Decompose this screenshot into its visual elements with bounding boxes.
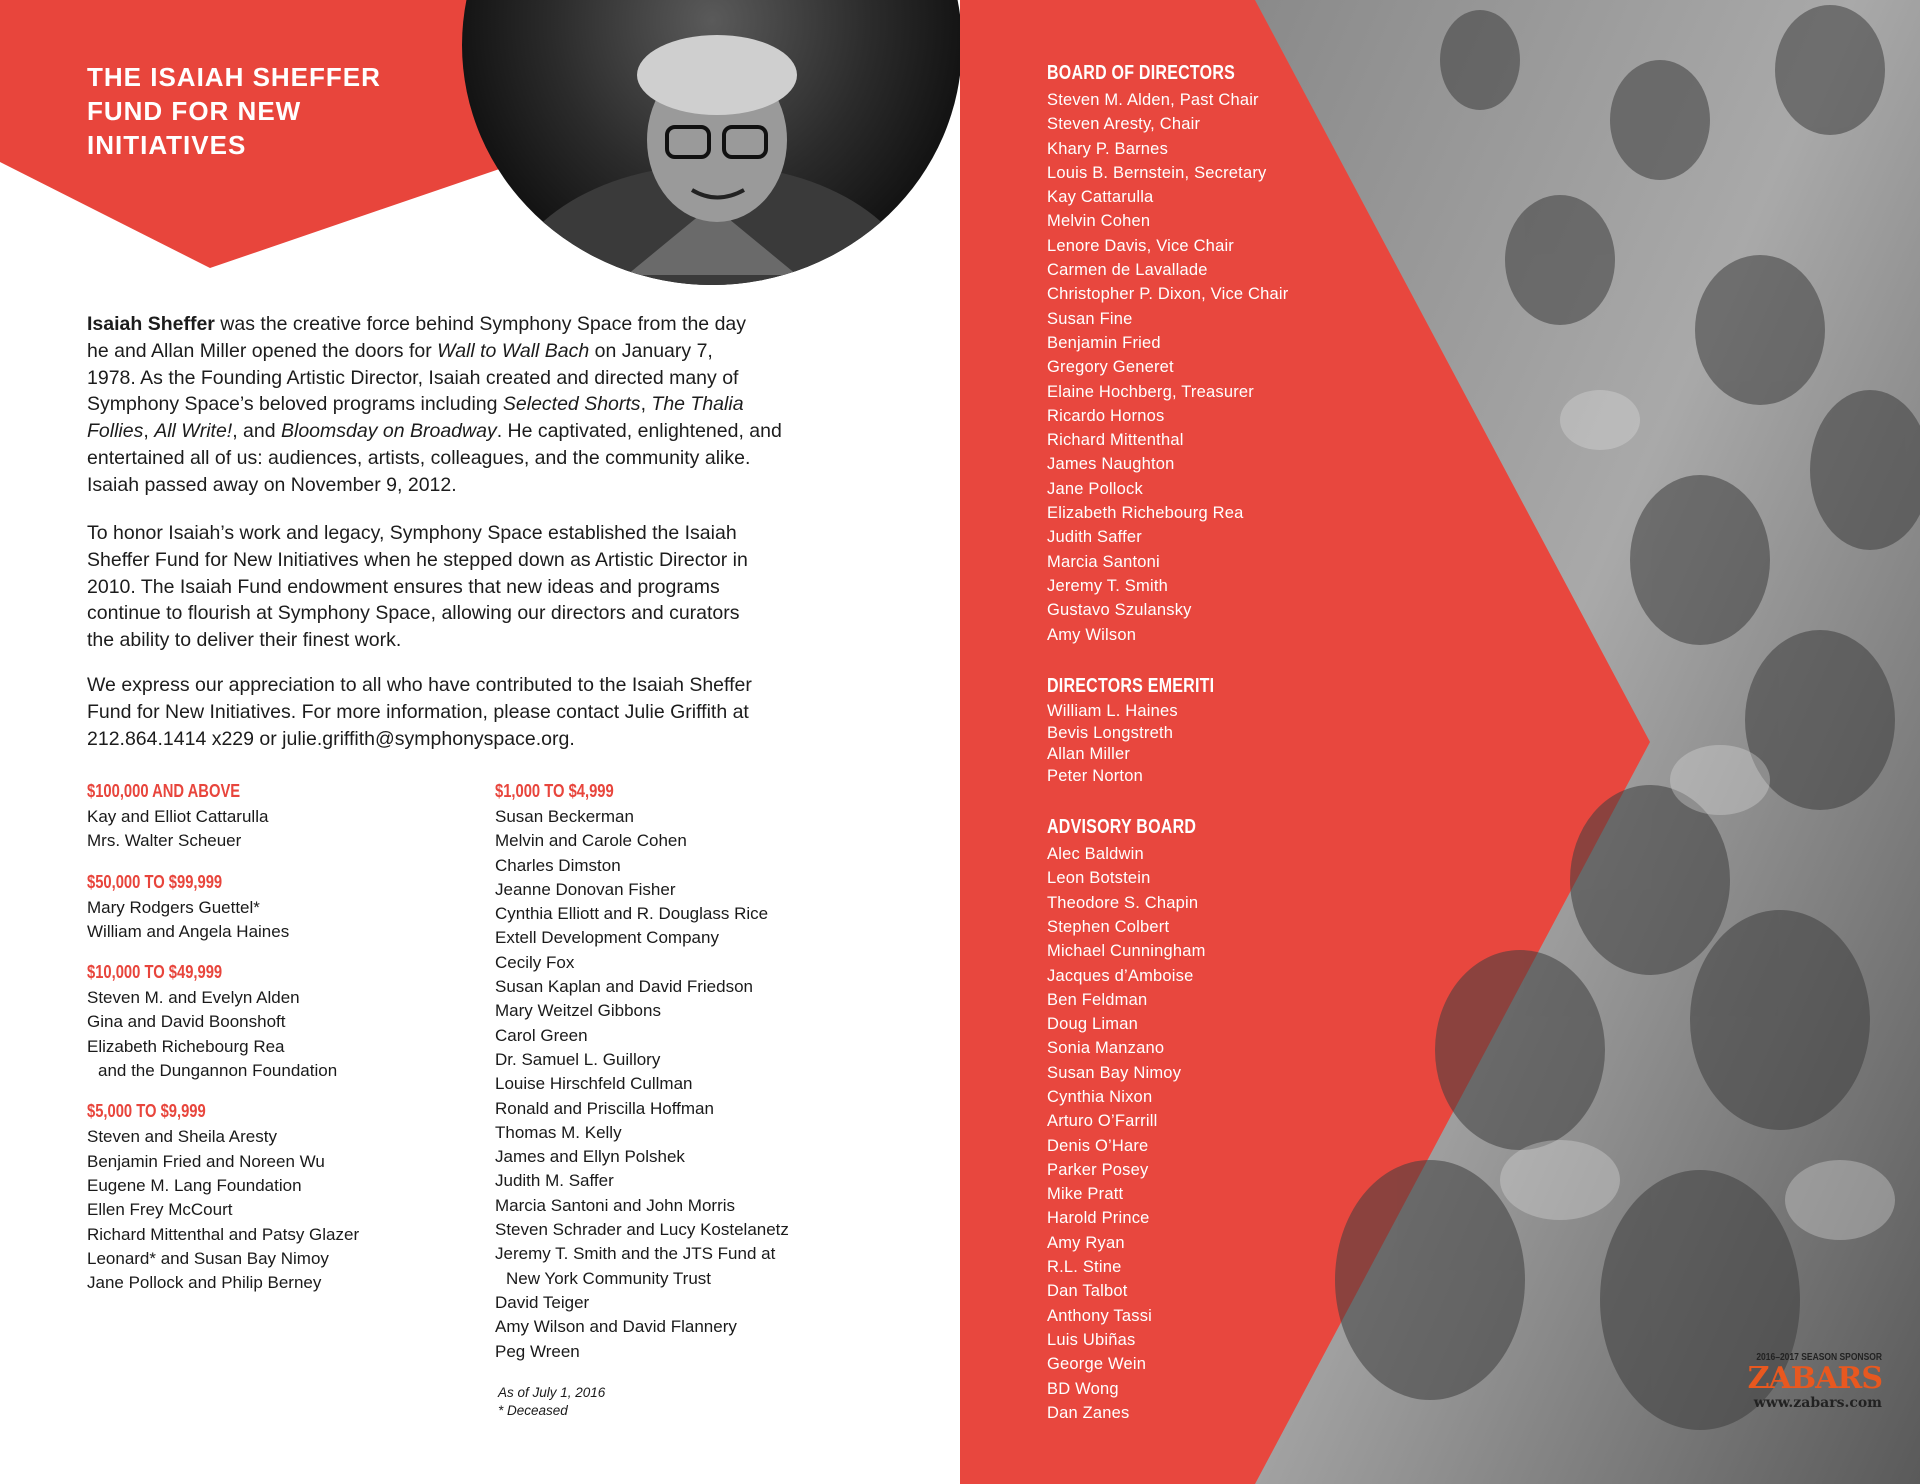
donor-name: Amy Wilson and David Flannery (495, 1317, 737, 1337)
donor-level-heading: $100,000 AND ABOVE (87, 781, 241, 801)
board-member-name: Peter Norton (1047, 767, 1143, 786)
board-member-name: Parker Posey (1047, 1160, 1149, 1179)
board-member-name: Doug Liman (1047, 1015, 1138, 1034)
title-line: FUND FOR NEW (87, 96, 302, 126)
board-member-name: William L. Haines (1047, 701, 1178, 720)
text-run: All Write! (154, 420, 233, 443)
board-member-name: Leon Botstein (1047, 869, 1151, 888)
board-section-heading: DIRECTORS EMERITI (1047, 674, 1215, 697)
board-member-name: Elizabeth Richebourg Rea (1047, 504, 1244, 523)
board-member-name: Alec Baldwin (1047, 845, 1144, 864)
text-run: Sheffer Fund for New Initiatives when he stepped down as Artistic Director in (87, 548, 748, 571)
donor-name: Eugene M. Lang Foundation (87, 1175, 302, 1195)
text-run: entertained all of us: audiences, artists, colleagues, and the community alike. (87, 446, 751, 469)
sponsor-url[interactable]: www.zabars.com (1753, 1395, 1882, 1411)
donor-name: Mrs. Walter Scheuer (87, 831, 242, 851)
board-member-name: Susan Bay Nimoy (1047, 1063, 1182, 1082)
donor-name: James and Ellyn Polshek (495, 1147, 685, 1167)
board-member-name: Richard Mittenthal (1047, 431, 1184, 450)
as-of-date: As of July 1, 2016 (498, 1385, 606, 1400)
board-member-name: Elaine Hochberg, Treasurer (1047, 382, 1254, 401)
text-run: , (143, 420, 155, 443)
title-line: INITIATIVES (87, 130, 247, 160)
text-run: was the creative force behind Symphony Space from the day (214, 313, 747, 335)
donor-level (87, 958, 477, 1083)
board-member-name: Denis O’Hare (1047, 1136, 1149, 1155)
board-member-name: Marcia Santoni (1047, 552, 1160, 571)
portrait-photo (462, 0, 960, 285)
board-member-name: Steven M. Alden, Past Chair (1047, 91, 1259, 109)
board-member-name: Allan Miller (1047, 745, 1131, 764)
donor-name: New York Community Trust (506, 1268, 712, 1288)
donor-name: Jeremy T. Smith and the JTS Fund at (495, 1244, 776, 1264)
donor-column-2 (495, 777, 885, 1378)
board-member-name: Judith Saffer (1047, 528, 1142, 547)
donor-name: Leonard* and Susan Bay Nimoy (87, 1248, 329, 1268)
donor-level (87, 868, 477, 945)
board-section-heading: ADVISORY BOARD (1047, 816, 1197, 839)
donor-name: Jeanne Donovan Fisher (495, 879, 676, 899)
board-member-name: Arturo O’Farrill (1047, 1112, 1158, 1131)
board-member-name: Sonia Manzano (1047, 1039, 1165, 1058)
sponsor-label: 2016–2017 SEASON SPONSOR (1756, 1352, 1882, 1363)
board-section (1047, 671, 1289, 788)
donor-name: Cecily Fox (495, 952, 575, 972)
donor-name: Ellen Frey McCourt (87, 1200, 233, 1220)
board-member-name: Amy Ryan (1047, 1233, 1125, 1252)
text-run: The Thalia (651, 393, 744, 416)
board-member-name: Anthony Tassi (1047, 1306, 1153, 1325)
footnote (498, 1384, 605, 1420)
donor-name: Thomas M. Kelly (495, 1122, 622, 1142)
donor-name: Judith M. Saffer (495, 1171, 614, 1191)
board-member-name: Louis B. Bernstein, Secretary (1047, 163, 1267, 182)
board-section-heading: BOARD OF DIRECTORS (1047, 62, 1236, 84)
text-run: Bloomsday on Broadway (281, 420, 497, 443)
board-member-name: Carmen de Lavallade (1047, 261, 1208, 280)
season-sponsor (1722, 1352, 1882, 1411)
board-member-name: BD Wong (1047, 1379, 1119, 1398)
text-run: on January 7, (589, 339, 713, 362)
text-run: Follies (87, 420, 144, 443)
board-member-name: Christopher P. Dixon, Vice Chair (1047, 285, 1289, 304)
board-member-name: Jeremy T. Smith (1047, 576, 1168, 595)
donor-name: Steven M. and Evelyn Alden (87, 988, 300, 1008)
board-member-name: Jacques d’Amboise (1047, 966, 1194, 985)
donor-name: Steven and Sheila Aresty (87, 1127, 277, 1147)
board-member-name: Dan Zanes (1047, 1403, 1130, 1422)
paragraph-biography (87, 311, 877, 499)
board-section (1047, 812, 1289, 1425)
text-run: Isaiah passed away on November 9, 2012. (87, 473, 457, 496)
donor-level (495, 777, 885, 1364)
board-member-name: Michael Cunningham (1047, 942, 1206, 961)
donor-level-heading: $10,000 TO $49,999 (87, 962, 223, 983)
donor-name: Carol Green (495, 1025, 588, 1045)
donor-level (87, 777, 477, 854)
text-run: Isaiah Sheffer (87, 313, 215, 335)
donor-name: Richard Mittenthal and Patsy Glazer (87, 1224, 360, 1244)
board-member-name: Amy Wilson (1047, 625, 1137, 644)
donor-name: Dr. Samuel L. Guillory (495, 1049, 661, 1069)
deceased-note: * Deceased (498, 1403, 568, 1418)
text-run: , (640, 393, 652, 416)
donor-name: William and Angela Haines (87, 921, 290, 941)
board-member-name: Jane Pollock (1047, 479, 1143, 498)
right-page (960, 0, 1920, 1484)
text-run: Wall to Wall Bach (437, 339, 590, 362)
board-member-name: Ricardo Hornos (1047, 406, 1165, 425)
page-title (87, 60, 381, 162)
donor-name: Steven Schrader and Lucy Kostelanetz (495, 1220, 789, 1240)
donor-name: Ronald and Priscilla Hoffman (495, 1098, 714, 1118)
board-member-name: Kay Cattarulla (1047, 188, 1154, 207)
text-run: 1978. As the Founding Artistic Director, Isaiah created and directed many of (87, 366, 739, 389)
donor-name: Benjamin Fried and Noreen Wu (87, 1151, 325, 1171)
text-run: We express our appreciation to all who have contributed to the Isaiah Sheffer (87, 674, 752, 696)
board-member-name: R.L. Stine (1047, 1258, 1122, 1277)
donor-name: Jane Pollock and Philip Berney (87, 1273, 322, 1293)
board-listing (1047, 58, 1289, 1449)
text-run: the ability to deliver their finest work. (87, 629, 402, 652)
board-member-name: Stephen Colbert (1047, 917, 1170, 936)
donor-name: Mary Weitzel Gibbons (495, 1001, 661, 1021)
board-member-name: Gustavo Szulansky (1047, 601, 1192, 620)
board-member-name: Dan Talbot (1047, 1282, 1128, 1301)
board-member-name: Mike Pratt (1047, 1185, 1124, 1204)
donor-column-1 (87, 777, 477, 1309)
board-member-name: Harold Prince (1047, 1209, 1150, 1228)
donor-name: Melvin and Carole Cohen (495, 831, 687, 851)
donor-name: Elizabeth Richebourg Rea (87, 1036, 285, 1056)
board-member-name: Melvin Cohen (1047, 212, 1151, 231)
text-run: , and (232, 420, 281, 443)
donor-name: Gina and David Boonshoft (87, 1012, 286, 1032)
board-member-name: Susan Fine (1047, 309, 1133, 328)
text-run: continue to flourish at Symphony Space, allowing our directors and curators (87, 602, 740, 625)
text-run: Symphony Space’s beloved programs including (87, 393, 503, 416)
donor-name: Kay and Elliot Cattarulla (87, 807, 269, 826)
donor-name: Marcia Santoni and John Morris (495, 1195, 736, 1215)
donor-name: Mary Rodgers Guettel* (87, 897, 260, 917)
title-line: THE ISAIAH SHEFFER (87, 62, 381, 92)
donor-level-heading: $50,000 TO $99,999 (87, 871, 223, 892)
donor-name: Extell Development Company (495, 928, 719, 948)
board-member-name: Ben Feldman (1047, 990, 1148, 1009)
board-member-name: Benjamin Fried (1047, 333, 1161, 352)
donor-level-heading: $1,000 TO $4,999 (495, 781, 614, 801)
donor-name: Peg Wreen (495, 1341, 580, 1361)
donor-name: Louise Hirschfeld Cullman (495, 1074, 693, 1094)
board-member-name: Steven Aresty, Chair (1047, 115, 1201, 134)
text-run: . He captivated, enlightened, and (496, 420, 782, 443)
text-run: Fund for New Initiatives. For more information, please contact Julie Griffith at (87, 700, 749, 723)
donor-name: Charles Dimston (495, 855, 621, 875)
paragraph-contact (87, 672, 877, 752)
text-run: To honor Isaiah’s work and legacy, Symphony Space established the Isaiah (87, 522, 737, 544)
donor-name: Susan Beckerman (495, 807, 634, 826)
donor-level (87, 1097, 477, 1295)
text-run: 212.864.1414 x229 or julie.griffith@symphonyspace.org. (87, 727, 575, 750)
paragraph-fund-history (87, 520, 877, 654)
text-run: Selected Shorts (502, 393, 641, 416)
board-member-name: Lenore Davis, Vice Chair (1047, 236, 1235, 255)
text-run: 2010. The Isaiah Fund endowment ensures that new ideas and programs (87, 575, 720, 598)
board-section (1047, 58, 1289, 647)
donor-name: David Teiger (495, 1292, 590, 1312)
board-member-name: Cynthia Nixon (1047, 1087, 1153, 1106)
donor-name: Susan Kaplan and David Friedson (495, 977, 753, 997)
text-run: he and Allan Miller opened the doors for (87, 339, 438, 362)
board-member-name: James Naughton (1047, 455, 1175, 474)
donor-name: Cynthia Elliott and R. Douglass Rice (495, 904, 769, 924)
board-member-name: Bevis Longstreth (1047, 723, 1174, 742)
board-member-name: Luis Ubiñas (1047, 1330, 1136, 1349)
board-member-name: Khary P. Barnes (1047, 139, 1169, 158)
donor-level-heading: $5,000 TO $9,999 (87, 1101, 206, 1122)
zabars-logo: ZABARS (1747, 1361, 1882, 1396)
board-member-name: Theodore S. Chapin (1047, 893, 1199, 912)
board-member-name: Gregory Generet (1047, 358, 1174, 377)
board-member-name: George Wein (1047, 1355, 1147, 1374)
donor-name: and the Dungannon Foundation (98, 1061, 338, 1081)
